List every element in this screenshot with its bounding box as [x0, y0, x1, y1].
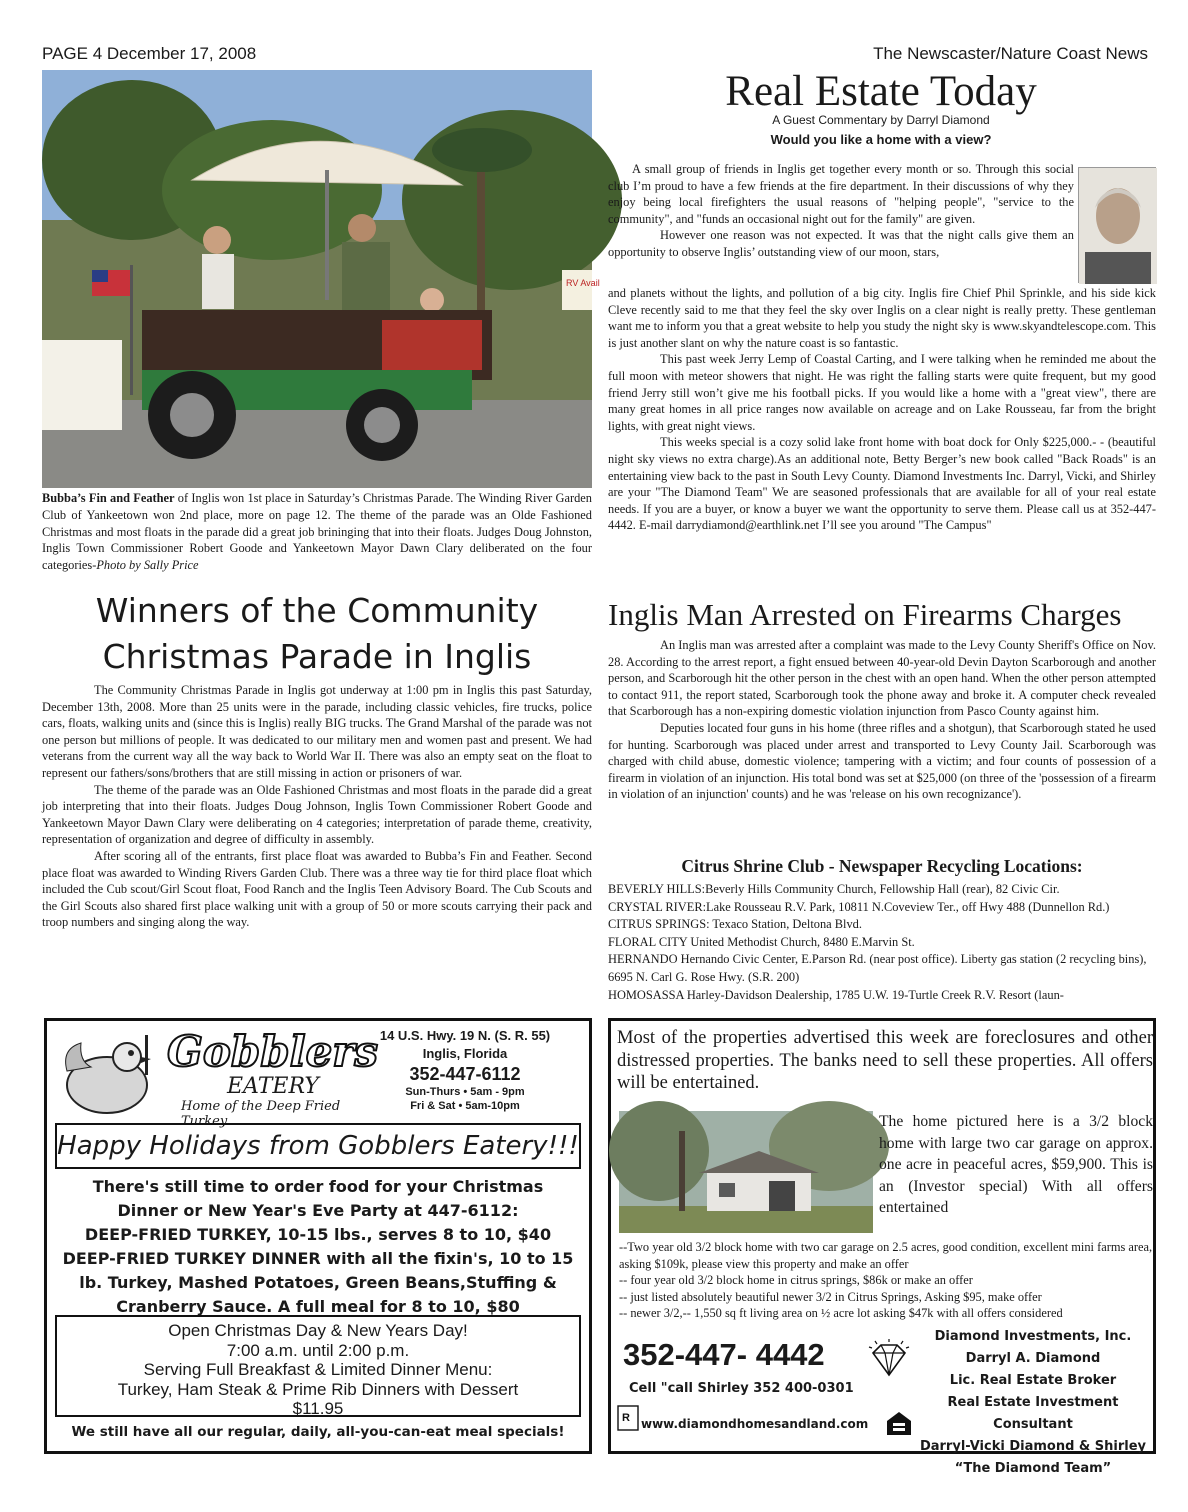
rv-sign-text: RV Avail [566, 278, 600, 288]
location-entry: BEVERLY HILLS:Beverly Hills Community Church, Fellowship Hall (rear), 82 Civic Cir. [608, 882, 1060, 896]
recycling-locations [608, 881, 1156, 1004]
hours-weekday: Sun-Thurs • 5am - 9pm [405, 1086, 525, 1098]
article-paragraph: This past week Jerry Lemp of Coastal Carting, and I were talking when he reminded me about the full moon with meteor showers that night. He was right the falling starts were quite frequent, but my good friend Jerry still won’t give me his football picks. If you would like a home with a "great view", there are many great homes in all price ranges now available on acreage and on Lake Rousseau, far from the bright lights, with great night views. [608, 352, 1156, 433]
real-estate-article-top [608, 161, 1074, 261]
holiday-menu [55, 1175, 581, 1319]
gobblers-eatery-ad [44, 1018, 592, 1454]
article-paragraph: Deputies located four guns in his home (three rifles and a shotgun), that Scarborough stated he used for hunting. Scarborough was placed under arrest and transported to Levy County Jail. Scarborough was charged with child abuse, domestic violence; tampering with a victim; and four counts of possession of a firearm in violation of an injunction. His total bond was set at $25,000 (on three of the 'possession of a firearm in violation of an injunction' counts) and he was 'release on his own recognizance'). [608, 720, 1156, 802]
byline: A Guest Commentary by Darryl Diamond [772, 113, 990, 127]
menu-line: Dinner or New Year's Eve Party at 447-6112: [117, 1201, 519, 1220]
location-entry: CRYSTAL RIVER:Lake Rousseau R.V. Park, 10811 N.Coveview Ter., off Hwy 488 (Dunnellon Rd.) CITRUS SPRINGS: Texaco Station, Deltona Blvd. [608, 899, 1110, 932]
info-line: “The Diamond Team” [954, 1461, 1112, 1476]
photo-caption [42, 490, 592, 574]
svg-text:R: R [622, 1412, 630, 1424]
caption-subject: Bubba’s Fin and Feather [42, 491, 175, 505]
location-entry: FLORAL CITY United Methodist Church, 8480 E.Marvin St. [608, 934, 915, 949]
page-folio: PAGE 4 December 17, 2008 [42, 44, 257, 63]
menu-line: lb. Turkey, Mashed Potatoes, Green Beans,Stuffing & [79, 1273, 557, 1292]
location-entry: HERNANDO Hernando Civic Center, E.Parson Rd. (near post office). Liberty gas station (2 recycling bins), 6695 N. Carl G. Rose Hwy. (S.R. 200) [608, 952, 1147, 984]
listing-item: --Two year old 3/2 block home with two car garage on 2.5 acres, good condition, excellent mini farms area, asking $109k, please view this property and make an offer [619, 1240, 1153, 1271]
diamond-phone: 352-447- 4442 [623, 1337, 825, 1372]
info-line: Real Estate Investment Consultant [947, 1395, 1119, 1432]
headline-line-2: Christmas Parade in Inglis [102, 637, 532, 676]
gobblers-phone: 352-447-6112 [409, 1064, 521, 1084]
listing-item: -- newer 3/2,-- 1,550 sq ft living area on ½ acre lot asking $47k with all offers considered [619, 1306, 1063, 1321]
gobblers-contact [347, 1027, 583, 1113]
open-line: Turkey, Ham Steak & Prime Rib Dinners with Dessert [117, 1379, 519, 1399]
article-paragraph: After scoring all of the entrants, first place float was awarded to Bubba’s Fin and Feather. Second place float was awarded to Winding Rivers Garden Club. There was a three way tie for third place float which included the Cub scout/Girl Scout float, Food Ranch and the Inglis Teen Advisory Board. The Cub Scouts and the Girl Scouts also shared first place walking unit with a group of 50 or more scouts carrying their pack and troop numbers and singing along the way. [42, 848, 592, 930]
article-paragraph: This weeks special is a cozy solid lake front home with boat dock for Only $225,000.- - (beautiful night sky views no extra charge).As an additional note, Betty Berger’s new book called "Back Roads" is an entertaining view back to the past in South Levy County. Diamond Investments Inc. Darryl, Vicki, and Shirley are your "The Diamond Team" We are seasoned professionals that are available for all of your real estate needs. If you are a buyer, or know a buyer we want the opportunity to serve them. Please call us at 352-447-4442. E-mail darrydiamond@earthlink.net I’ll see you around "The Campus" [608, 435, 1156, 533]
real-estate-article-rest [608, 285, 1156, 534]
holiday-banner: Happy Holidays from Gobblers Eatery!!! [55, 1123, 581, 1169]
open-line: Serving Full Breakfast & Limited Dinner Menu: [143, 1360, 493, 1379]
address-city: Inglis, Florida [422, 1046, 508, 1061]
broker-info [911, 1326, 1155, 1480]
menu-line: Cranberry Sauce. A full meal for 8 to 10, $80 [116, 1297, 520, 1316]
hours-weekend: Fri & Sat • 5am-10pm [410, 1100, 520, 1112]
column-subheading: Would you like a home with a view? [770, 132, 992, 147]
property-listings [619, 1239, 1155, 1322]
menu-line: DEEP-FRIED TURKEY DINNER with all the fixin's, 10 to 15 [62, 1249, 574, 1268]
logo-subtitle: EATERY [227, 1074, 319, 1099]
info-line: Darryl A. Diamond [965, 1351, 1101, 1366]
article-paragraph: The theme of the parade was an Olde Fashioned Christmas and most floats in the parade did a great job interpreting that into their floats. Judges Doug Johnson, Inglis Town Commissioner Robert Goode and Yankeetown Mayor Dawn Clary were deliberating on 4 categories; interpretation of parade theme, creativity, representation of organization and degree of difficulty in assembly. [42, 782, 592, 847]
listing-item: -- just listed absolutely beautiful newer 3/2 in Citrus Springs, Asking $95, make offer [619, 1289, 1042, 1304]
realtor-logo-icon [617, 1405, 639, 1436]
open-line: 7:00 a.m. until 2:00 p.m. [226, 1340, 410, 1360]
headline-line-1: Winners of the Community [95, 591, 539, 630]
website-link[interactable]: www.diamondhomesandland.com [641, 1417, 869, 1431]
article-paragraph: The Community Christmas Parade in Inglis got underway at 1:00 pm in Inglis this past Saturday, December 13th, 2008. More than 25 units were in the parade, including classic vehicles, fire trucks, police cars, floats, walking units and (since this is Inglis) really BIG trucks. The Grand Marshal of the parade was not one person but millions of people. It was dedicated to our military men and women past and present. We had veterans from the current way all the way back to World War II. There was also an empty seat on the float to represent our fathers/sons/brothers that are still missing in action or prisoners of war. [42, 683, 592, 780]
open-line: Open Christmas Day & New Years Day! [168, 1321, 468, 1340]
logo-name: Gobblers [167, 1027, 379, 1076]
caption-text: of Inglis won 1st place in Saturday’s Christmas Parade. The Winding River Garden Club of Yankeetown won 2nd place, more on page 12. The theme of the parade was an Olde Fashioned Christmas and most floats in the parade did a great job brininging that into their floats. Judges Doug Johnston, Inglis Town Commissioner Robert Goode and Yankeetown Mayor Dawn Clary deliberated on the four categories- [42, 491, 592, 573]
arrest-headline: Inglis Man Arrested on Firearms Charges [608, 597, 1122, 632]
menu-line: DEEP-FRIED TURKEY, 10-15 lbs., serves 8 to 10, $40 [84, 1225, 552, 1244]
column-title: Real Estate Today [725, 68, 1037, 115]
ad-intro: Most of the properties advertised this week are foreclosures and other distressed properties. The banks need to sell these properties. All offers will be entertained. [617, 1028, 1153, 1093]
parade-float-photo [42, 70, 600, 488]
parade-article [42, 682, 592, 931]
gobblers-footer: We still have all our regular, daily, all-you-can-eat meal specials! [71, 1424, 565, 1440]
info-line: Lic. Real Estate Broker [949, 1373, 1117, 1388]
recycling-title: Citrus Shrine Club - Newspaper Recycling Locations: [681, 856, 1083, 876]
cell-contact: Cell "call Shirley 352 400-0301 [629, 1381, 854, 1396]
house-photo [619, 1111, 873, 1233]
featured-home-text: The home pictured here is a 3/2 block home with large two car garage on approx. one acre in peaceful acres, $59,900. This is an (Investor special) With all offers entertained [879, 1113, 1153, 1216]
open-line: $11.95 [292, 1399, 344, 1418]
info-line: Darryl-Vicki Diamond & Shirley [919, 1439, 1147, 1454]
arrest-article [608, 637, 1156, 803]
diamond-icon [867, 1339, 911, 1384]
diamond-investments-ad [608, 1018, 1156, 1476]
article-paragraph: A small group of friends in Inglis get together every month or so. Through this social club I’m proud to have a few friends at the fire department. In their discussions of why they enjoy being local firefighters the usual reasons of "helping people", "service to the community", and "funds an occasional night out for the family" are given. [608, 162, 1074, 226]
listing-item: -- four year old 3/2 block home in citrus springs, $86k or make an offer [619, 1273, 973, 1288]
article-paragraph: However one reason was not expected. It was that the night calls give them an opportunity to observe Inglis’ outstanding view of our moon, stars, [608, 228, 1074, 259]
gobblers-logo [167, 1027, 379, 1129]
photo-credit: Photo by Sally Price [96, 558, 199, 573]
equal-housing-icon [885, 1409, 913, 1442]
menu-line: There's still time to order food for your Christmas [92, 1177, 544, 1196]
address-line: 14 U.S. Hwy. 19 N. (S. R. 55) [379, 1028, 551, 1043]
article-paragraph: An Inglis man was arrested after a complaint was made to the Levy County Sheriff's Office on Nov. 28. According to the arrest report, a fight ensued between 40-year-old Devin Dayton Scarborough and another person, and Scarborough hit the other person in the chest with an open hand. When the other person attempted to contact 911, the report stated, Scarborough took the phone away and broke it. A computer check revealed that Scarborough has a non-expiring domestic violation injunction from Pasco County against him. [608, 638, 1156, 719]
author-headshot [1078, 167, 1156, 283]
parade-headline [42, 588, 592, 680]
article-paragraph: and planets without the lights, and pollution of a big city. Inglis fire Chief Phil Sprinkle, and his side kick Cleve recently said to me that they feel the sky over Inglis on a clear night is really pretty. These gentleman want me to inform you that a great website to help you study the night sky is www.skyandtelescope.com. This is just another slant on why the nature coast is so fantastic. [608, 286, 1156, 350]
turkey-mascot-icon [57, 1031, 157, 1119]
logo-tagline: Home of the Deep Fried Turkey [181, 1099, 341, 1129]
info-line: Diamond Investments, Inc. [934, 1329, 1132, 1344]
location-entry: HOMOSASSA Harley-Davidson Dealership, 1785 U.W. 19-Turtle Creek R.V. Resort (laun- [608, 987, 1064, 1002]
publication-name: The Newscaster/Nature Coast News [873, 44, 1148, 63]
holiday-hours-box [55, 1315, 581, 1417]
